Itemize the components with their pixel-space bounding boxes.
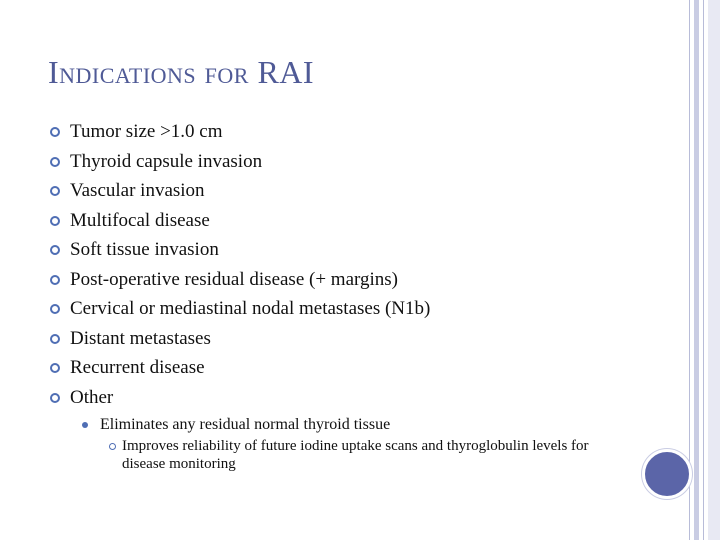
bullet-text: Distant metastases xyxy=(70,327,211,349)
hollow-circle-bullet-icon xyxy=(50,393,60,403)
slide-title: Indications for RAI xyxy=(48,54,315,90)
bullet-item xyxy=(48,324,668,354)
bullet-item xyxy=(48,294,668,324)
sub-sub-bullet-item xyxy=(48,437,602,473)
hollow-circle-bullet-icon xyxy=(50,245,60,255)
hollow-circle-bullet-icon xyxy=(50,216,60,226)
bullet-item xyxy=(48,265,668,295)
bullet-list xyxy=(48,117,668,473)
bullet-text: Soft tissue invasion xyxy=(70,239,219,260)
hollow-circle-bullet-icon xyxy=(50,127,60,137)
bullet-text: Tumor size >1.0 cm xyxy=(70,121,223,142)
decorative-stripe xyxy=(694,0,699,540)
bullet-text: Cervical or mediastinal nodal metastases (N1b) xyxy=(70,298,431,319)
filled-dot-bullet-icon xyxy=(82,422,88,428)
bullet-text: Vascular invasion xyxy=(70,180,205,201)
bullet-item xyxy=(48,176,668,206)
bullet-item xyxy=(48,206,668,236)
hollow-circle-bullet-icon xyxy=(50,363,60,373)
bullet-item xyxy=(48,353,668,383)
bullet-text: Multifocal disease xyxy=(70,209,210,231)
bullet-item xyxy=(48,235,668,265)
bullet-text: Post-operative residual disease (+ margins) xyxy=(70,268,399,290)
bullet-item xyxy=(48,383,668,413)
bullet-item xyxy=(48,117,668,147)
hollow-circle-bullet-icon xyxy=(50,275,60,285)
bullet-item xyxy=(48,147,668,177)
bullet-text: Other xyxy=(70,386,114,408)
bullet-text: Recurrent disease xyxy=(70,357,205,378)
decorative-stripe xyxy=(703,0,704,540)
decorative-stripe xyxy=(708,0,720,540)
bullet-text: Thyroid capsule invasion xyxy=(70,150,263,172)
sub-bullet-text: Eliminates any residual normal thyroid tissue xyxy=(100,416,391,433)
hollow-circle-bullet-icon xyxy=(50,157,60,167)
hollow-circle-bullet-icon xyxy=(50,334,60,344)
sub-sub-bullet-text: Improves reliability of future iodine uptake scans and thyroglobulin levels for disease monitoring xyxy=(122,438,589,472)
sub-bullet-item xyxy=(48,414,668,436)
decorative-stripe xyxy=(689,0,690,540)
hollow-circle-bullet-icon xyxy=(50,186,60,196)
hollow-circle-bullet-icon xyxy=(50,304,60,314)
small-hollow-circle-bullet-icon xyxy=(109,443,116,450)
